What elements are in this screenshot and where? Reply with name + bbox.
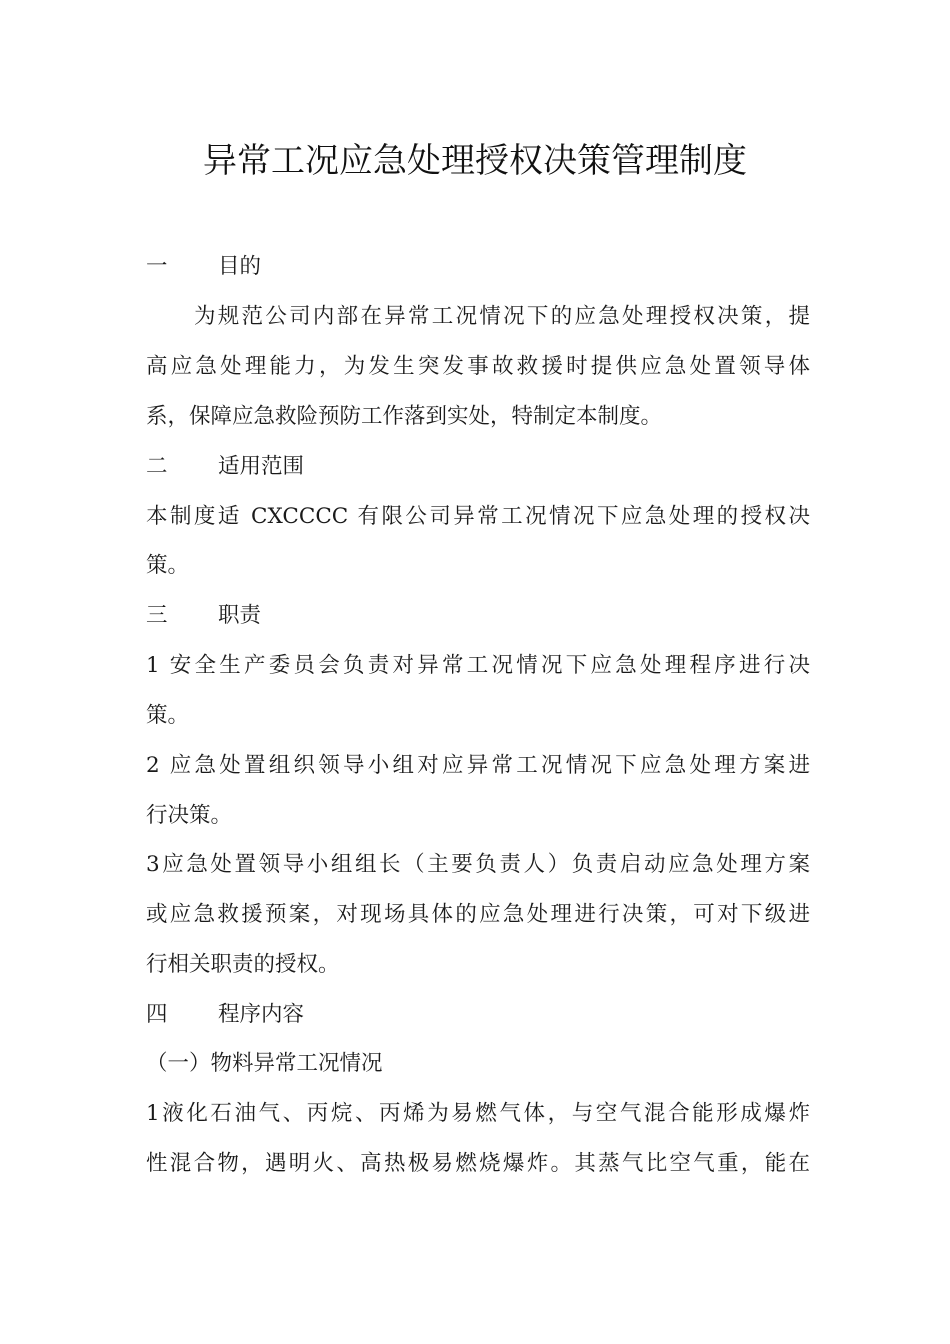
section-heading-procedure <box>146 1000 810 1030</box>
paragraph-line: 行决策。 <box>146 803 233 828</box>
paragraph-line: 策。 <box>146 553 190 578</box>
document-title: 异常工况应急处理授权决策管理制度 <box>203 141 747 181</box>
paragraph-line: 行相关职责的授权。 <box>146 952 340 977</box>
paragraph-line: 系，保障应急救险预防工作落到实处，特制定本制度。 <box>146 404 663 429</box>
paragraph-line: 2 应急处置组织领导小组对应异常工况情况下应急处理方案进 <box>146 753 810 778</box>
paragraph-line: 高应急处理能力，为发生突发事故救援时提供应急处置领导体 <box>146 354 810 379</box>
paragraph-line: 为规范公司内部在异常工况情况下的应急处理授权决策，提 <box>194 304 810 329</box>
section-label: 程序内容 <box>218 1002 305 1027</box>
paragraph-line: 本制度适 CXCCCC 有限公司异常工况情况下应急处理的授权决 <box>146 504 810 529</box>
subsection-heading: （一）物料异常工况情况 <box>146 1051 383 1076</box>
paragraph-line: 1液化石油气、丙烷、丙烯为易燃气体，与空气混合能形成爆炸 <box>146 1101 810 1126</box>
section-heading-duties <box>146 601 810 631</box>
section-number: 四 <box>146 1002 168 1027</box>
section-number: 一 <box>146 254 168 279</box>
paragraph-line: 策。 <box>146 703 190 728</box>
section-label: 目的 <box>218 254 262 279</box>
section-label: 职责 <box>218 603 262 628</box>
section-heading-scope <box>146 452 810 482</box>
section-number: 三 <box>146 603 168 628</box>
paragraph-line: 性混合物，遇明火、高热极易燃烧爆炸。其蒸气比空气重，能在 <box>146 1151 810 1176</box>
section-number: 二 <box>146 454 168 479</box>
paragraph-line: 3应急处置领导小组组长（主要负责人）负责启动应急处理方案 <box>146 852 810 877</box>
paragraph-line: 1 安全生产委员会负责对异常工况情况下应急处理程序进行决 <box>146 653 810 678</box>
paragraph-line: 或应急救援预案，对现场具体的应急处理进行决策，可对下级进 <box>146 902 810 927</box>
section-heading-purpose <box>146 252 810 282</box>
section-label: 适用范围 <box>218 454 305 479</box>
